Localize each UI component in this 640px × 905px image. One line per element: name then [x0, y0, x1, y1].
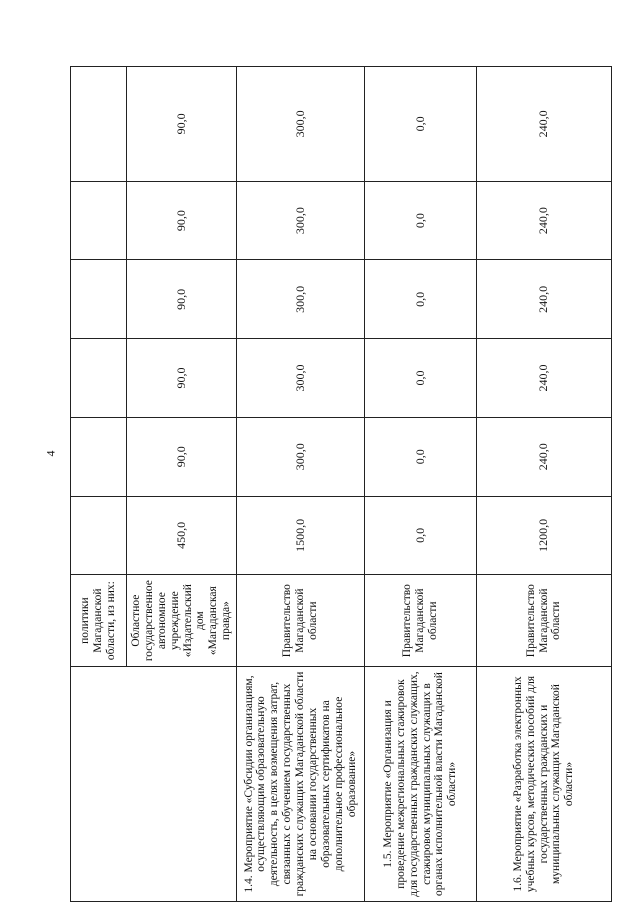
value-cell: 0,0: [365, 496, 477, 575]
value-cell: 240,0: [477, 417, 612, 496]
value-cell: 0,0: [365, 417, 477, 496]
executor-cell: Правительство Магаданской области: [237, 575, 365, 667]
value-cell: 90,0: [127, 260, 237, 339]
value-cell: 90,0: [127, 417, 237, 496]
value-cell: 300,0: [237, 181, 365, 260]
value-cell: 300,0: [237, 260, 365, 339]
table-row: [477, 67, 612, 902]
executor-cell: политики Магаданской области, из них:: [71, 575, 127, 667]
table-row: [365, 67, 477, 902]
executor-cell: Областное государственное автономное учреждение «Издательский дом «Магаданская правда»: [127, 575, 237, 667]
value-cell: 240,0: [477, 181, 612, 260]
value-cell: 240,0: [477, 67, 612, 182]
rotated-table: [70, 66, 581, 902]
value-cell: [71, 67, 127, 182]
value-cell: 240,0: [477, 260, 612, 339]
value-cell: 1200,0: [477, 496, 612, 575]
measure-name-cell: 1.6. Мероприятие «Разработка электронных учебных курсов, методических пособий для государственных гражданских и муниципальных служащих Магаданской области»: [477, 667, 612, 902]
value-cell: 90,0: [127, 181, 237, 260]
value-cell: 300,0: [237, 67, 365, 182]
value-cell: 450,0: [127, 496, 237, 575]
value-cell: 0,0: [365, 181, 477, 260]
value-cell: 300,0: [237, 417, 365, 496]
value-cell: [71, 496, 127, 575]
table-row: [237, 67, 365, 902]
executor-cell: Правительство Магаданской области: [365, 575, 477, 667]
measure-name-cell: 1.4. Мероприятие «Субсидии организациям, осуществляющим образовательную деятельность, в целях возмещения затрат, связанных с обучением государственных гражданских служащих Магаданской области на основании государственных образовательных сертификатов на дополнительное профессиональное образование»: [237, 667, 365, 902]
page-number: 4: [43, 450, 58, 457]
value-cell: 0,0: [365, 339, 477, 418]
value-cell: 240,0: [477, 339, 612, 418]
value-cell: 90,0: [127, 339, 237, 418]
budget-table: [70, 66, 612, 902]
value-cell: 1500,0: [237, 496, 365, 575]
table-row: [71, 67, 127, 902]
value-cell: [71, 260, 127, 339]
value-cell: [71, 339, 127, 418]
value-cell: 0,0: [365, 67, 477, 182]
value-cell: [71, 181, 127, 260]
measure-name-cell: 1.5. Мероприятие «Организация и проведение межрегиональных стажировок для государственных гражданских служащих, стажировок муниципальных служащих в органах исполнительной власти Магаданской области»: [365, 667, 477, 902]
value-cell: 90,0: [127, 67, 237, 182]
executor-cell: Правительство Магаданской области: [477, 575, 612, 667]
measure-name-cell: [71, 667, 237, 902]
value-cell: [71, 417, 127, 496]
value-cell: 0,0: [365, 260, 477, 339]
value-cell: 300,0: [237, 339, 365, 418]
